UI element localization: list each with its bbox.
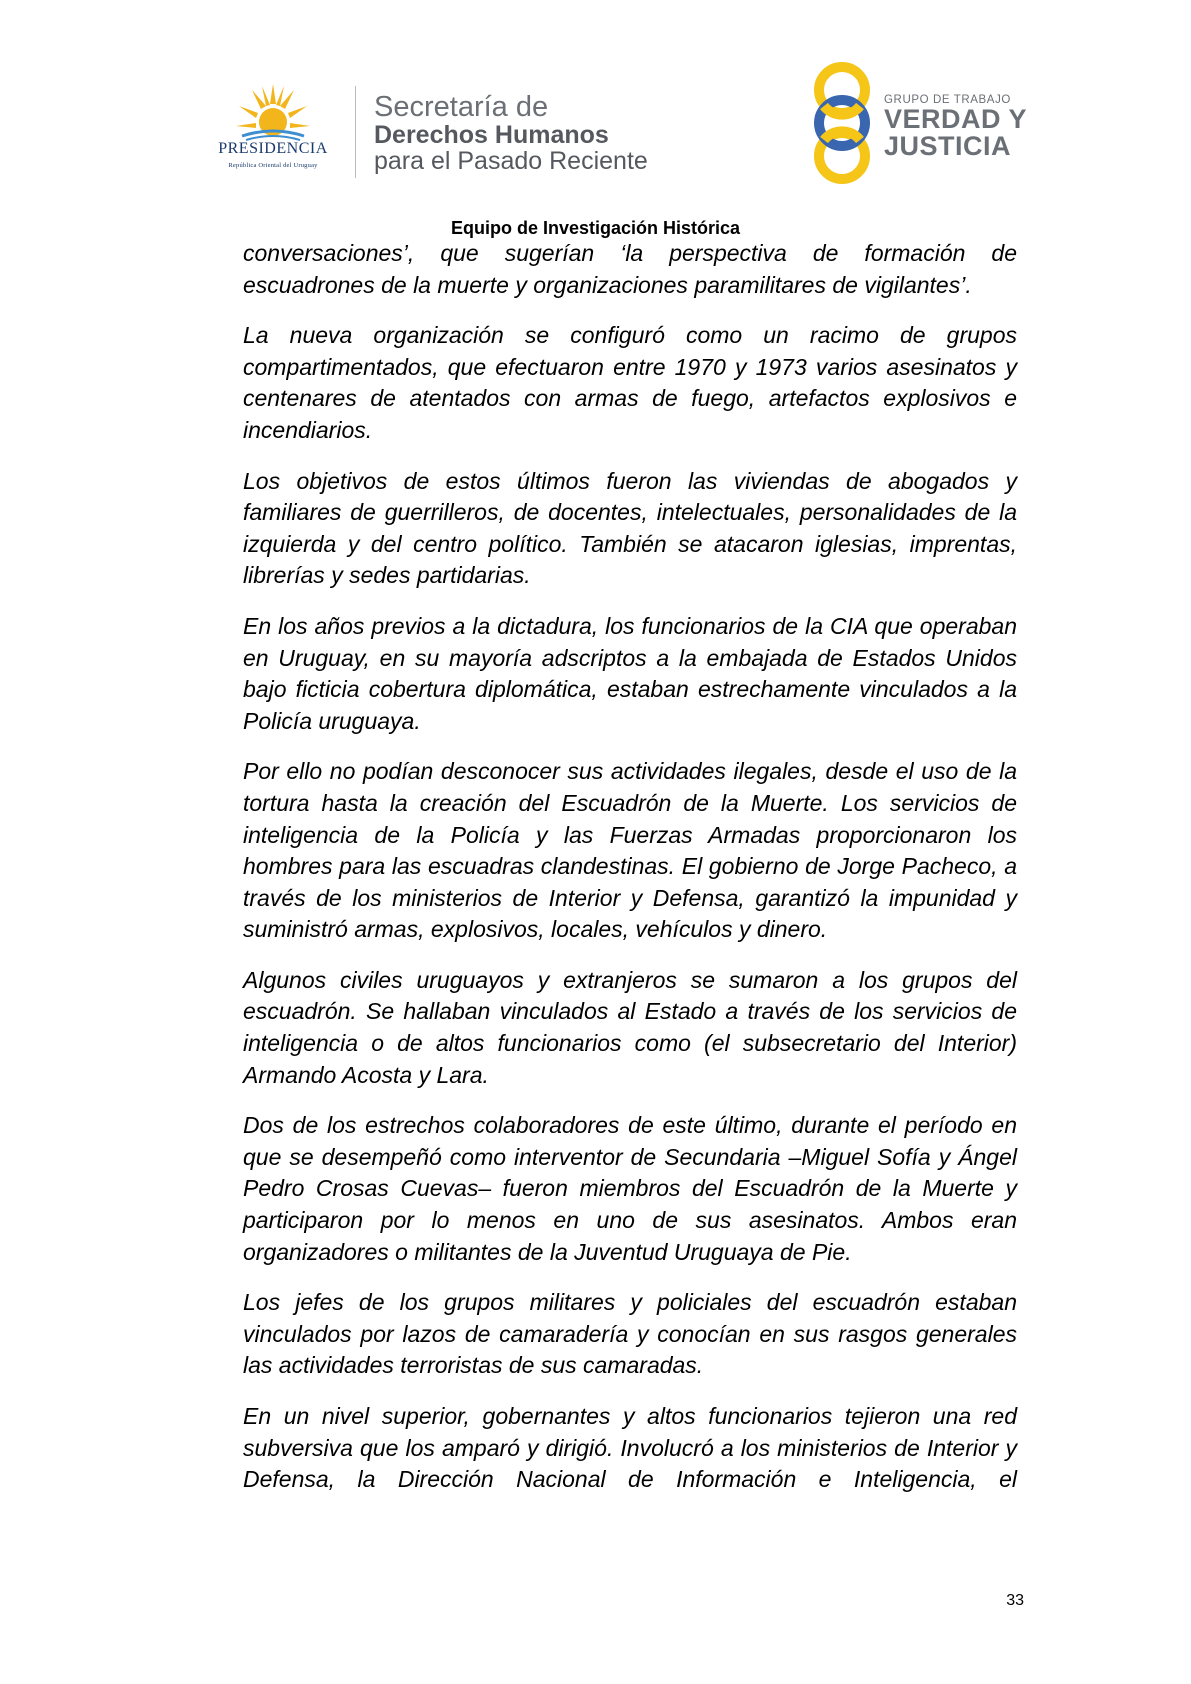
paragraph-2: La nueva organización se configuró como un racimo de grupos compartimentados, que efectuaron entre 1970 y 1973 varios asesinatos y centenares de atentados con armas de fuego, artefactos explosivos e incendiarios. xyxy=(243,322,1017,443)
secretaria-line3: para el Pasado Reciente xyxy=(374,147,648,175)
presidencia-name: PRESIDENCIA xyxy=(218,140,328,157)
secretaria-logo-text xyxy=(374,92,734,174)
grupo-line3: JUSTICIA xyxy=(884,131,1012,161)
page-header xyxy=(0,0,1191,200)
presidencia-subtitle: República Oriental del Uruguay xyxy=(228,162,318,169)
presidencia-logo xyxy=(196,82,350,178)
logo-divider xyxy=(355,86,356,178)
paragraph-4: En los años previos a la dictadura, los funcionarios de la CIA que operaban en Uruguay, en su mayoría adscriptos a la embajada de Estados Unidos bajo ficticia cobertura diplomática, estaban estrechamente vinculados a la Policía uruguaya. xyxy=(243,612,1017,734)
page-number: 33 xyxy=(1006,1592,1024,1609)
sun-icon xyxy=(236,82,310,142)
paragraph-8: Los jefes de los grupos militares y policiales del escuadrón estaban vinculados por lazos de camaradería y conocían en sus rasgos generales las actividades terroristas de sus camaradas. xyxy=(243,1289,1017,1379)
paragraph-3: Los objetivos de estos últimos fueron las viviendas de abogados y familiares de guerrilleros, de docentes, intelectuales, personalidades de la izquierda y del centro político. También se atacaron iglesias, imprentas, librerías y sedes partidarias. xyxy=(243,467,1017,589)
section-title: Equipo de Investigación Histórica xyxy=(450,218,741,238)
secretaria-line2: Derechos Humanos xyxy=(374,121,609,149)
document-body xyxy=(243,238,1017,1496)
paragraph-7: Dos de los estrechos colaboradores de este último, durante el período en que se desempeñó como interventor de Secundaria –Miguel Sofía y Ángel Pedro Crosas Cuevas– fueron miembros del Escuadrón de la Muerte y participaron por lo menos en uno de sus asesinatos. Ambos eran organizadores o militantes de la Juventud Uruguaya de Pie. xyxy=(243,1112,1017,1265)
secretaria-line1: Secretaría de xyxy=(374,91,549,123)
grupo-logo-text xyxy=(884,94,1044,160)
grupo-line2: VERDAD Y xyxy=(884,104,1028,134)
paragraph-5: Por ello no podían desconocer sus actividades ilegales, desde el uso de la tortura hasta la creación del Escuadrón de la Muerte. Los servicios de inteligencia de la Policía y las Fuerzas Armadas proporcionaron los hombres para las escuadras clandestinas. El gobierno de Jorge Pacheco, a través de los ministerios de Interior y Defensa, garantizó la impunidad y suministró armas, explosivos, locales, vehículos y dinero. xyxy=(243,758,1017,943)
rings-icon xyxy=(806,62,878,184)
paragraph-9: En un nivel superior, gobernantes y altos funcionarios tejieron una red subversiva que los amparó y dirigió. Involucró a los ministerios de Interior y Defensa, la Dirección Nacional de Información e Inteligencia, el xyxy=(243,1403,1017,1493)
grupo-line1: GRUPO DE TRABAJO xyxy=(884,94,1011,106)
paragraph-1: conversaciones’, que sugerían ‘la perspectiva de formación de escuadrones de la muerte y organizaciones paramilitares de vigilantes’. xyxy=(243,240,1017,298)
paragraph-6: Algunos civiles uruguayos y extranjeros se sumaron a los grupos del escuadrón. Se hallaban vinculados al Estado a través de los servicios de inteligencia o de altos funcionarios como (el subsecretario del Interior) Armando Acosta y Lara. xyxy=(243,966,1017,1088)
